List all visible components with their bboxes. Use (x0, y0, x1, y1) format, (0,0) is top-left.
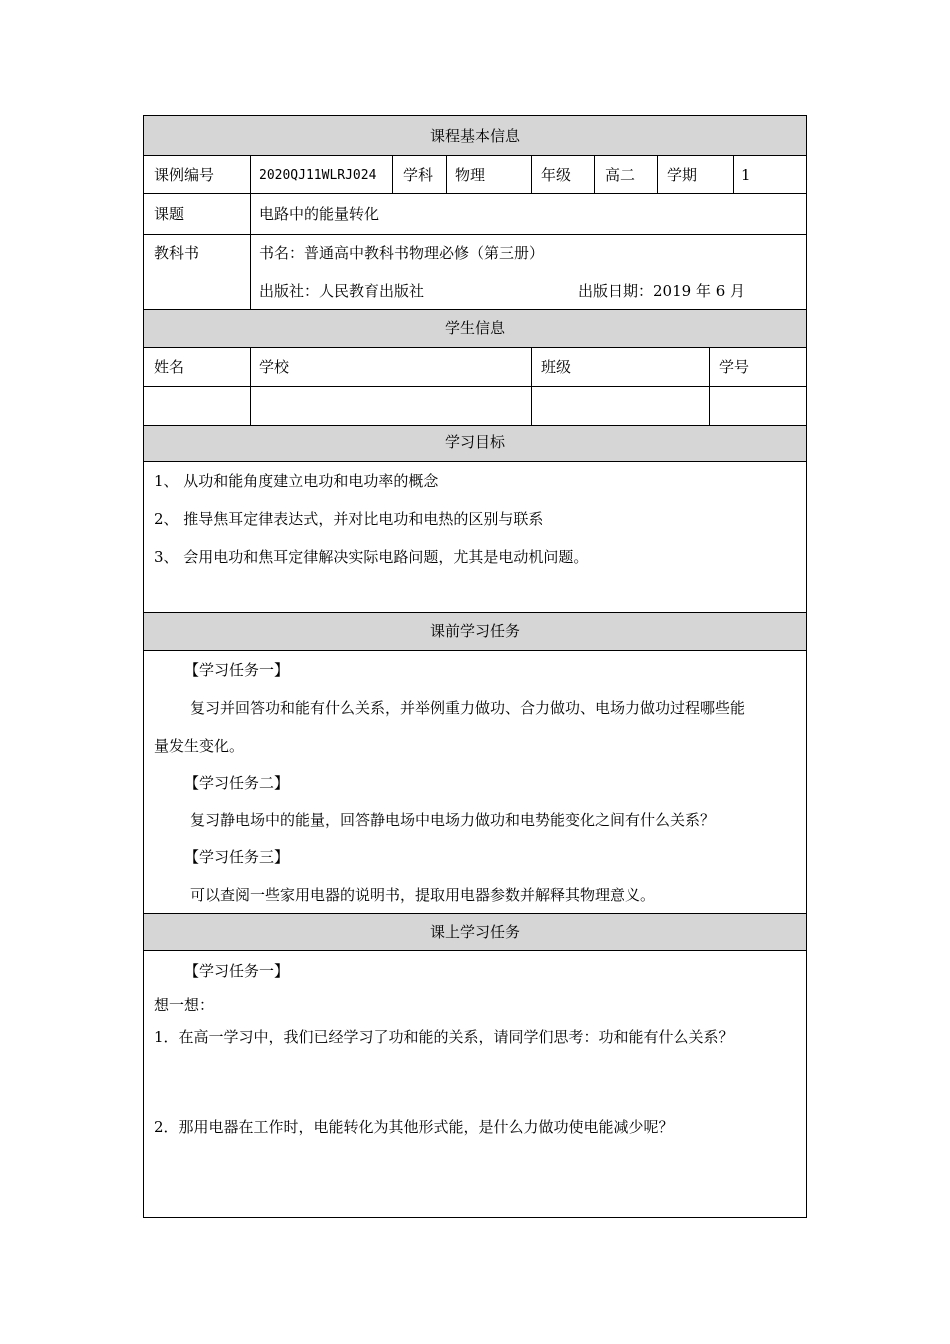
pre-task2-text: 复习静电场中的能量，回答静电场中电场力做功和电势能变化之间有什么关系？ (190, 811, 716, 829)
think-label: 想一想： (154, 996, 215, 1014)
class-label: 班级 (541, 358, 572, 376)
row-divider (144, 913, 806, 914)
column-divider (392, 155, 393, 193)
textbook-pub-date: 出版日期：2019 年 6 月 (578, 282, 746, 300)
objective-item: 3、 会用电功和焦耳定律解决实际电路问题，尤其是电动机问题。 (154, 548, 589, 566)
pre-task1-title: 【学习任务一】 (184, 661, 290, 679)
row-divider (144, 155, 806, 156)
row-divider (144, 234, 806, 235)
row-divider (144, 612, 806, 613)
in-class-title: 课上学习任务 (429, 923, 520, 941)
course-info-title: 课程基本信息 (429, 127, 520, 145)
subject-label: 学科 (403, 166, 434, 184)
pre-class-title: 课前学习任务 (429, 622, 520, 640)
objective-item: 2、 推导焦耳定律表达式，并对比电功和电热的区别与联系 (154, 510, 544, 528)
column-divider (594, 155, 595, 193)
pre-task2-title: 【学习任务二】 (184, 774, 290, 792)
column-divider (446, 155, 447, 193)
column-divider (657, 155, 658, 193)
objectives-title: 学习目标 (444, 433, 505, 451)
question-2: 2．那用电器在工作时，电能转化为其他形式能，是什么力做功使电能减少呢？ (154, 1118, 674, 1136)
row-divider (144, 650, 806, 651)
column-divider (250, 155, 251, 309)
textbook-name: 书名：普通高中教科书物理必修（第三册） (259, 244, 545, 262)
textbook-label: 教科书 (154, 244, 200, 262)
column-divider (250, 347, 251, 425)
topic-label: 课题 (154, 205, 185, 223)
student-id-label: 学号 (719, 358, 750, 376)
pre-task3-title: 【学习任务三】 (184, 848, 290, 866)
pre-task1-text-cont: 量发生变化。 (154, 737, 245, 755)
pre-task3-text: 可以查阅一些家用电器的说明书，提取用电器参数并解释其物理意义。 (190, 886, 656, 904)
grade-value: 高二 (605, 166, 636, 184)
term-value: 1 (741, 166, 751, 184)
grade-label: 年级 (541, 166, 572, 184)
case-no-value: 2020QJ11WLRJ024 (259, 168, 377, 183)
term-label: 学期 (667, 166, 698, 184)
subject-value: 物理 (455, 166, 486, 184)
in-task1-title: 【学习任务一】 (184, 962, 290, 980)
student-info-title: 学生信息 (444, 319, 505, 337)
row-divider (144, 461, 806, 462)
question-1: 1．在高一学习中，我们已经学习了功和能的关系，请同学们思考：功和能有什么关系？ (154, 1028, 734, 1046)
pre-task1-text: 复习并回答功和能有什么关系，并举例重力做功、合力做功、电场力做功过程哪些能 (190, 699, 746, 717)
name-label: 姓名 (154, 358, 185, 376)
column-divider (709, 347, 710, 425)
objective-item: 1、 从功和能角度建立电功和电功率的概念 (154, 472, 439, 490)
case-no-label: 课例编号 (154, 166, 215, 184)
row-divider (144, 193, 806, 194)
column-divider (531, 347, 532, 425)
row-divider (144, 309, 806, 310)
row-divider (144, 425, 806, 426)
textbook-publisher: 出版社：人民教育出版社 (259, 282, 425, 300)
school-label: 学校 (259, 358, 290, 376)
column-divider (531, 155, 532, 193)
row-divider (144, 347, 806, 348)
column-divider (733, 155, 734, 193)
lesson-table (143, 115, 807, 1218)
row-divider (144, 950, 806, 951)
topic-value: 电路中的能量转化 (259, 205, 380, 223)
row-divider (144, 386, 806, 387)
